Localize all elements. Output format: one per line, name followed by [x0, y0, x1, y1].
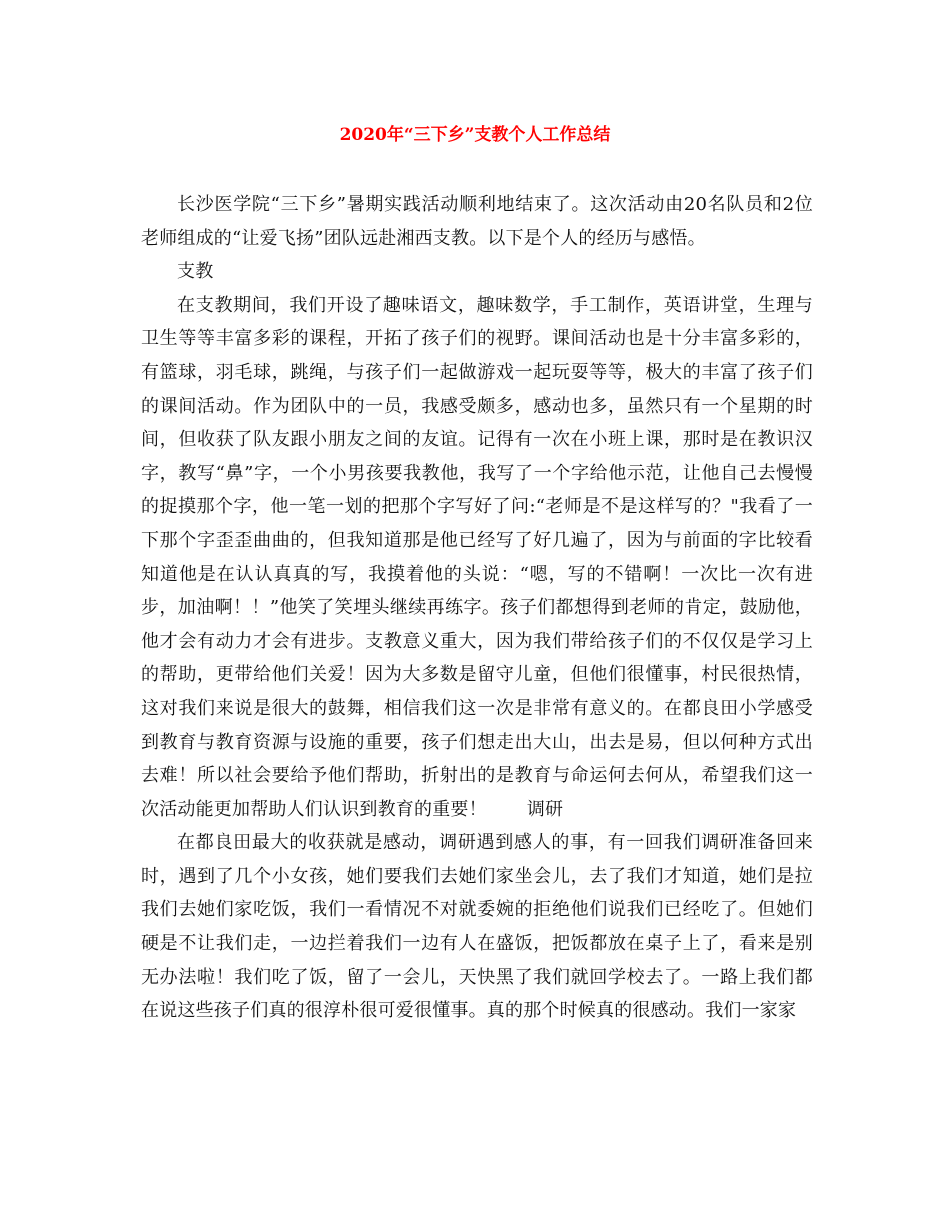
- document-body: [141, 188, 813, 1028]
- teaching-paragraph: [141, 289, 813, 827]
- section-heading-teaching: 支教: [177, 261, 214, 283]
- section-heading-research: 调研: [526, 798, 564, 820]
- intro-paragraph: 长沙医学院“三下乡”暑期实践活动顺利地结束了。这次活动由20名队员和2位老师组成的“让爱飞扬”团队远赴湘西支教。以下是个人的经历与感悟。: [141, 194, 813, 249]
- document-title: 2020年“三下乡”支教个人工作总结: [339, 125, 611, 145]
- research-paragraph: 在都良田最大的收获就是感动，调研遇到感人的事，有一回我们调研准备回来时，遇到了几个小女孩，她们要我们去她们家坐会儿，去了我们才知道，她们是拉我们去她们家吃饭，我们一看情况不对就委婉的拒绝他们说我们已经吃了。但她们硬是不让我们走，一边拦着我们一边有人在盛饭，把饭都放在桌子上了，看来是别无办法啦！我们吃了饭，留了一会儿，天快黑了我们就回学校去了。一路上我们都在说这些孩子们真的很淳朴很可爱很懂事。真的那个时候真的很感动。我们一家家: [141, 832, 813, 1022]
- teaching-paragraph-text: 在支教期间，我们开设了趣味语文，趣味数学，手工制作，英语讲堂，生理与卫生等等丰富多彩的课程，开拓了孩子们的视野。课间活动也是十分丰富多彩的，有篮球，羽毛球，跳绳，与孩子们一起做游戏一起玩耍等等，极大的丰富了孩子们的课间活动。作为团队中的一员，我感受颇多，感动也多，虽然只有一个星期的时间，但收获了队友跟小朋友之间的友谊。记得有一次在小班上课，那时是在教识汉字，教写“鼻”字，一个小男孩要我教他，我写了一个字给他示范，让他自己去慢慢的捉摸那个字，他一笔一划的把那个字写好了问:“老师是不是这样写的？"我看了一下那个字歪歪曲曲的，但我知道那是他已经写了好几遍了，因为与前面的字比较看知道他是在认认真真的写，我摸着他的头说：“嗯，写的不错啊！一次比一次有进步，加油啊！！”他笑了笑埋头继续再练字。孩子们都想得到老师的肯定，鼓励他，他才会有动力才会有进步。支教意义重大，因为我们带给孩子们的不仅仅是学习上的帮助，更带给他们关爱！因为大多数是留守儿童，但他们很懂事，村民很热情，这对我们来说是很大的鼓舞，相信我们这一次是非常有意义的。在都良田小学感受到教育与教育资源与设施的重要，孩子们想走出大山，出去是易，但以何种方式出去难！所以社会要给予他们帮助，折射出的是教育与命运何去何从，希望我们这一次活动能更加帮助人们认识到教育的重要！: [141, 294, 813, 820]
